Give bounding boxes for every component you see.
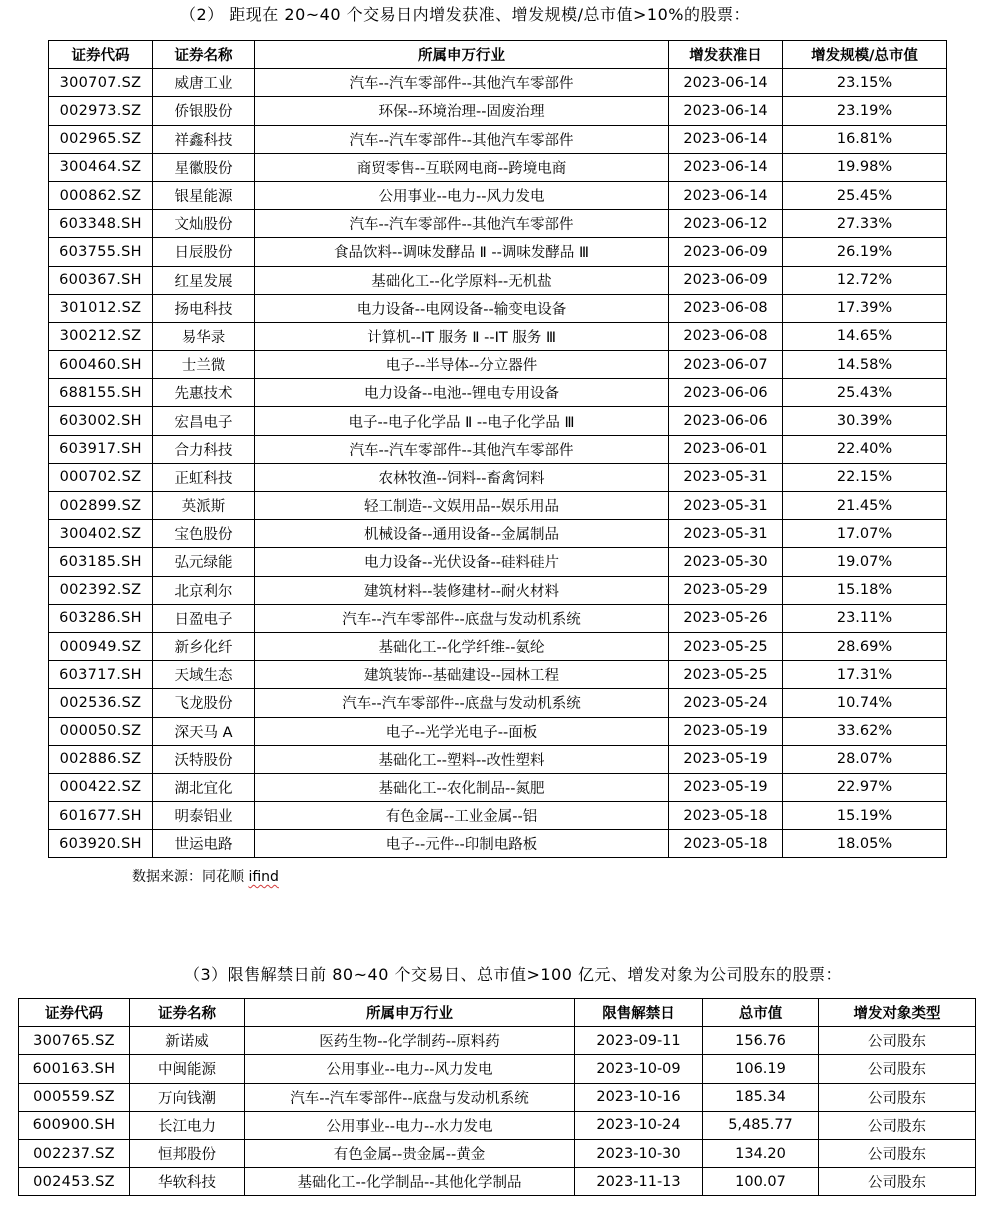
value-cell: 33.62% bbox=[783, 717, 947, 745]
industry-cell: 电力设备--光伏设备--硅料硅片 bbox=[255, 548, 669, 576]
value-cell: 14.65% bbox=[783, 322, 947, 350]
section3-heading: （3）限售解禁日前 80~40 个交易日、总市值>100 亿元、增发对象为公司股东的股票： bbox=[183, 965, 842, 984]
industry-cell: 汽车--汽车零部件--底盘与发动机系统 bbox=[255, 689, 669, 717]
value-cell: 19.07% bbox=[783, 548, 947, 576]
stock-name-cell: 长江电力 bbox=[130, 1111, 245, 1139]
source-label: 数据来源：同花顺 bbox=[132, 869, 249, 885]
value-cell: 10.74% bbox=[783, 689, 947, 717]
date-cell: 2023-06-06 bbox=[669, 407, 783, 435]
stock-name-cell: 湖北宜化 bbox=[153, 773, 255, 801]
date-cell: 2023-06-06 bbox=[669, 379, 783, 407]
section2-heading: （2） 距现在 20~40 个交易日内增发获准、增发规模/总市值>10%的股票： bbox=[180, 5, 750, 24]
value-cell: 16.81% bbox=[783, 125, 947, 153]
stock-name-cell: 恒邦股份 bbox=[130, 1139, 245, 1167]
industry-cell: 公用事业--电力--风力发电 bbox=[255, 181, 669, 209]
industry-cell: 电子--半导体--分立器件 bbox=[255, 351, 669, 379]
stock-code-cell: 603917.SH bbox=[49, 435, 153, 463]
industry-cell: 轻工制造--文娱用品--娱乐用品 bbox=[255, 492, 669, 520]
column-header: 所属申万行业 bbox=[245, 999, 575, 1027]
stock-name-cell: 日盈电子 bbox=[153, 604, 255, 632]
stock-code-cell: 603286.SH bbox=[49, 604, 153, 632]
stock-name-cell: 宏昌电子 bbox=[153, 407, 255, 435]
industry-cell: 有色金属--工业金属--铝 bbox=[255, 802, 669, 830]
stock-name-cell: 易华录 bbox=[153, 322, 255, 350]
date-cell: 2023-05-18 bbox=[669, 802, 783, 830]
date-cell: 2023-05-18 bbox=[669, 830, 783, 858]
industry-cell: 有色金属--贵金属--黄金 bbox=[245, 1139, 575, 1167]
value-cell: 12.72% bbox=[783, 266, 947, 294]
date-cell: 2023-05-19 bbox=[669, 745, 783, 773]
industry-cell: 电子--光学光电子--面板 bbox=[255, 717, 669, 745]
table-row bbox=[19, 1055, 976, 1083]
date-cell: 2023-05-29 bbox=[669, 576, 783, 604]
table-row bbox=[49, 745, 947, 773]
date-cell: 2023-06-12 bbox=[669, 210, 783, 238]
table-row bbox=[49, 407, 947, 435]
value-cell: 18.05% bbox=[783, 830, 947, 858]
value-cell: 21.45% bbox=[783, 492, 947, 520]
date-cell: 2023-06-07 bbox=[669, 351, 783, 379]
industry-cell: 汽车--汽车零部件--底盘与发动机系统 bbox=[255, 604, 669, 632]
table-row bbox=[19, 1168, 976, 1196]
table-row bbox=[49, 351, 947, 379]
date-cell: 2023-06-14 bbox=[669, 69, 783, 97]
date-cell: 2023-05-24 bbox=[669, 689, 783, 717]
stock-code-cell: 000422.SZ bbox=[49, 773, 153, 801]
stock-code-cell: 688155.SH bbox=[49, 379, 153, 407]
stock-name-cell: 侨银股份 bbox=[153, 97, 255, 125]
table-row bbox=[49, 717, 947, 745]
table-row bbox=[49, 463, 947, 491]
stock-name-cell: 红星发展 bbox=[153, 266, 255, 294]
column-header: 增发获准日 bbox=[669, 41, 783, 69]
industry-cell: 基础化工--化学原料--无机盐 bbox=[255, 266, 669, 294]
column-header: 增发规模/总市值 bbox=[783, 41, 947, 69]
stock-code-cell: 000862.SZ bbox=[49, 181, 153, 209]
table-row bbox=[49, 689, 947, 717]
industry-cell: 公用事业--电力--风力发电 bbox=[245, 1055, 575, 1083]
date-cell: 2023-05-26 bbox=[669, 604, 783, 632]
value-cell: 28.69% bbox=[783, 632, 947, 660]
value-cell: 22.40% bbox=[783, 435, 947, 463]
stock-code-cell: 002237.SZ bbox=[19, 1139, 130, 1167]
type-cell: 公司股东 bbox=[819, 1111, 976, 1139]
stock-name-cell: 日辰股份 bbox=[153, 238, 255, 266]
stock-code-cell: 002973.SZ bbox=[49, 97, 153, 125]
value-cell: 100.07 bbox=[703, 1168, 819, 1196]
table-row bbox=[49, 632, 947, 660]
table-row bbox=[49, 576, 947, 604]
column-header: 所属申万行业 bbox=[255, 41, 669, 69]
type-cell: 公司股东 bbox=[819, 1027, 976, 1055]
date-cell: 2023-05-30 bbox=[669, 548, 783, 576]
industry-cell: 基础化工--化学制品--其他化学制品 bbox=[245, 1168, 575, 1196]
column-header: 证券名称 bbox=[153, 41, 255, 69]
stock-code-cell: 300765.SZ bbox=[19, 1027, 130, 1055]
value-cell: 22.15% bbox=[783, 463, 947, 491]
value-cell: 25.43% bbox=[783, 379, 947, 407]
stock-name-cell: 新诺威 bbox=[130, 1027, 245, 1055]
stock-name-cell: 星徽股份 bbox=[153, 153, 255, 181]
table-row bbox=[49, 492, 947, 520]
date-cell: 2023-06-14 bbox=[669, 181, 783, 209]
stock-name-cell: 祥鑫科技 bbox=[153, 125, 255, 153]
table-row bbox=[49, 322, 947, 350]
table-row bbox=[49, 238, 947, 266]
date-cell: 2023-10-30 bbox=[575, 1139, 703, 1167]
value-cell: 23.19% bbox=[783, 97, 947, 125]
industry-cell: 汽车--汽车零部件--其他汽车零部件 bbox=[255, 210, 669, 238]
stock-code-cell: 603002.SH bbox=[49, 407, 153, 435]
date-cell: 2023-09-11 bbox=[575, 1027, 703, 1055]
table-header-row bbox=[19, 999, 976, 1027]
table-row bbox=[49, 802, 947, 830]
industry-cell: 电力设备--电池--锂电专用设备 bbox=[255, 379, 669, 407]
industry-cell: 基础化工--化学纤维--氨纶 bbox=[255, 632, 669, 660]
date-cell: 2023-06-09 bbox=[669, 238, 783, 266]
table-row bbox=[49, 520, 947, 548]
stock-name-cell: 飞龙股份 bbox=[153, 689, 255, 717]
stock-name-cell: 正虹科技 bbox=[153, 463, 255, 491]
stock-code-cell: 002453.SZ bbox=[19, 1168, 130, 1196]
value-cell: 17.07% bbox=[783, 520, 947, 548]
date-cell: 2023-05-31 bbox=[669, 520, 783, 548]
table-row bbox=[49, 435, 947, 463]
value-cell: 25.45% bbox=[783, 181, 947, 209]
value-cell: 5,485.77 bbox=[703, 1111, 819, 1139]
stock-code-cell: 300212.SZ bbox=[49, 322, 153, 350]
value-cell: 27.33% bbox=[783, 210, 947, 238]
stock-name-cell: 北京利尔 bbox=[153, 576, 255, 604]
date-cell: 2023-05-25 bbox=[669, 661, 783, 689]
stock-code-cell: 301012.SZ bbox=[49, 294, 153, 322]
stock-code-cell: 600367.SH bbox=[49, 266, 153, 294]
value-cell: 17.39% bbox=[783, 294, 947, 322]
value-cell: 23.11% bbox=[783, 604, 947, 632]
value-cell: 185.34 bbox=[703, 1083, 819, 1111]
date-cell: 2023-06-01 bbox=[669, 435, 783, 463]
table-row bbox=[49, 830, 947, 858]
column-header: 证券代码 bbox=[49, 41, 153, 69]
date-cell: 2023-05-25 bbox=[669, 632, 783, 660]
table-row bbox=[49, 97, 947, 125]
column-header: 限售解禁日 bbox=[575, 999, 703, 1027]
stock-code-cell: 300707.SZ bbox=[49, 69, 153, 97]
table-row bbox=[19, 1027, 976, 1055]
date-cell: 2023-05-19 bbox=[669, 717, 783, 745]
date-cell: 2023-06-14 bbox=[669, 125, 783, 153]
stock-name-cell: 万向钱潮 bbox=[130, 1083, 245, 1111]
stock-name-cell: 华软科技 bbox=[130, 1168, 245, 1196]
date-cell: 2023-05-19 bbox=[669, 773, 783, 801]
date-cell: 2023-05-31 bbox=[669, 492, 783, 520]
stock-name-cell: 银星能源 bbox=[153, 181, 255, 209]
stock-code-cell: 600900.SH bbox=[19, 1111, 130, 1139]
stock-name-cell: 先惠技术 bbox=[153, 379, 255, 407]
stock-code-cell: 002965.SZ bbox=[49, 125, 153, 153]
value-cell: 22.97% bbox=[783, 773, 947, 801]
table-row bbox=[49, 294, 947, 322]
stock-code-cell: 000702.SZ bbox=[49, 463, 153, 491]
industry-cell: 电子--电子化学品 Ⅱ --电子化学品 Ⅲ bbox=[255, 407, 669, 435]
stock-name-cell: 威唐工业 bbox=[153, 69, 255, 97]
value-cell: 30.39% bbox=[783, 407, 947, 435]
table-row bbox=[49, 181, 947, 209]
date-cell: 2023-10-16 bbox=[575, 1083, 703, 1111]
stock-code-cell: 002899.SZ bbox=[49, 492, 153, 520]
industry-cell: 环保--环境治理--固废治理 bbox=[255, 97, 669, 125]
industry-cell: 建筑装饰--基础建设--园林工程 bbox=[255, 661, 669, 689]
table-row bbox=[49, 266, 947, 294]
stock-name-cell: 新乡化纤 bbox=[153, 632, 255, 660]
stock-code-cell: 000050.SZ bbox=[49, 717, 153, 745]
table-row bbox=[49, 379, 947, 407]
table-row bbox=[49, 153, 947, 181]
table-row bbox=[19, 1083, 976, 1111]
value-cell: 106.19 bbox=[703, 1055, 819, 1083]
stock-code-cell: 300402.SZ bbox=[49, 520, 153, 548]
stock-code-cell: 000559.SZ bbox=[19, 1083, 130, 1111]
date-cell: 2023-06-14 bbox=[669, 97, 783, 125]
stock-name-cell: 世运电路 bbox=[153, 830, 255, 858]
table-row bbox=[49, 604, 947, 632]
industry-cell: 汽车--汽车零部件--底盘与发动机系统 bbox=[245, 1083, 575, 1111]
industry-cell: 公用事业--电力--水力发电 bbox=[245, 1111, 575, 1139]
stock-name-cell: 明泰铝业 bbox=[153, 802, 255, 830]
stock-name-cell: 沃特股份 bbox=[153, 745, 255, 773]
industry-cell: 汽车--汽车零部件--其他汽车零部件 bbox=[255, 435, 669, 463]
table-row bbox=[49, 773, 947, 801]
table-header-row bbox=[49, 41, 947, 69]
table-row bbox=[49, 548, 947, 576]
stock-code-cell: 603717.SH bbox=[49, 661, 153, 689]
industry-cell: 食品饮料--调味发酵品 Ⅱ --调味发酵品 Ⅲ bbox=[255, 238, 669, 266]
stock-code-cell: 603348.SH bbox=[49, 210, 153, 238]
industry-cell: 基础化工--塑料--改性塑料 bbox=[255, 745, 669, 773]
industry-cell: 汽车--汽车零部件--其他汽车零部件 bbox=[255, 69, 669, 97]
date-cell: 2023-10-24 bbox=[575, 1111, 703, 1139]
stock-code-cell: 000949.SZ bbox=[49, 632, 153, 660]
table-row bbox=[19, 1139, 976, 1167]
value-cell: 19.98% bbox=[783, 153, 947, 181]
stock-code-cell: 601677.SH bbox=[49, 802, 153, 830]
date-cell: 2023-10-09 bbox=[575, 1055, 703, 1083]
stock-name-cell: 扬电科技 bbox=[153, 294, 255, 322]
lockup-expiry-table bbox=[18, 998, 976, 1196]
stock-name-cell: 士兰微 bbox=[153, 351, 255, 379]
table-row bbox=[49, 661, 947, 689]
value-cell: 17.31% bbox=[783, 661, 947, 689]
industry-cell: 机械设备--通用设备--金属制品 bbox=[255, 520, 669, 548]
stock-code-cell: 600163.SH bbox=[19, 1055, 130, 1083]
type-cell: 公司股东 bbox=[819, 1083, 976, 1111]
source-name: ifind bbox=[248, 869, 279, 885]
column-header: 证券名称 bbox=[130, 999, 245, 1027]
value-cell: 156.76 bbox=[703, 1027, 819, 1055]
stock-name-cell: 宝色股份 bbox=[153, 520, 255, 548]
type-cell: 公司股东 bbox=[819, 1139, 976, 1167]
stock-code-cell: 002392.SZ bbox=[49, 576, 153, 604]
industry-cell: 计算机--IT 服务 Ⅱ --IT 服务 Ⅲ bbox=[255, 322, 669, 350]
date-cell: 2023-05-31 bbox=[669, 463, 783, 491]
stock-name-cell: 深天马 A bbox=[153, 717, 255, 745]
value-cell: 26.19% bbox=[783, 238, 947, 266]
stock-name-cell: 文灿股份 bbox=[153, 210, 255, 238]
table-row bbox=[19, 1111, 976, 1139]
industry-cell: 基础化工--农化制品--氮肥 bbox=[255, 773, 669, 801]
stock-name-cell: 合力科技 bbox=[153, 435, 255, 463]
value-cell: 14.58% bbox=[783, 351, 947, 379]
value-cell: 28.07% bbox=[783, 745, 947, 773]
industry-cell: 医药生物--化学制药--原料药 bbox=[245, 1027, 575, 1055]
table-row bbox=[49, 210, 947, 238]
industry-cell: 电力设备--电网设备--输变电设备 bbox=[255, 294, 669, 322]
table-row bbox=[49, 125, 947, 153]
approved-placement-table bbox=[48, 40, 947, 858]
stock-code-cell: 300464.SZ bbox=[49, 153, 153, 181]
type-cell: 公司股东 bbox=[819, 1168, 976, 1196]
stock-code-cell: 603755.SH bbox=[49, 238, 153, 266]
date-cell: 2023-06-09 bbox=[669, 266, 783, 294]
industry-cell: 商贸零售--互联网电商--跨境电商 bbox=[255, 153, 669, 181]
column-header: 证券代码 bbox=[19, 999, 130, 1027]
stock-name-cell: 英派斯 bbox=[153, 492, 255, 520]
column-header: 增发对象类型 bbox=[819, 999, 976, 1027]
type-cell: 公司股东 bbox=[819, 1055, 976, 1083]
column-header: 总市值 bbox=[703, 999, 819, 1027]
stock-code-cell: 603185.SH bbox=[49, 548, 153, 576]
value-cell: 134.20 bbox=[703, 1139, 819, 1167]
industry-cell: 电子--元件--印制电路板 bbox=[255, 830, 669, 858]
stock-code-cell: 002536.SZ bbox=[49, 689, 153, 717]
value-cell: 15.19% bbox=[783, 802, 947, 830]
stock-name-cell: 中闽能源 bbox=[130, 1055, 245, 1083]
table-row bbox=[49, 69, 947, 97]
stock-code-cell: 600460.SH bbox=[49, 351, 153, 379]
data-source-note bbox=[132, 866, 279, 886]
stock-name-cell: 天域生态 bbox=[153, 661, 255, 689]
date-cell: 2023-06-08 bbox=[669, 294, 783, 322]
stock-name-cell: 弘元绿能 bbox=[153, 548, 255, 576]
date-cell: 2023-06-08 bbox=[669, 322, 783, 350]
stock-code-cell: 603920.SH bbox=[49, 830, 153, 858]
date-cell: 2023-11-13 bbox=[575, 1168, 703, 1196]
date-cell: 2023-06-14 bbox=[669, 153, 783, 181]
industry-cell: 农林牧渔--饲料--畜禽饲料 bbox=[255, 463, 669, 491]
value-cell: 15.18% bbox=[783, 576, 947, 604]
value-cell: 23.15% bbox=[783, 69, 947, 97]
industry-cell: 汽车--汽车零部件--其他汽车零部件 bbox=[255, 125, 669, 153]
industry-cell: 建筑材料--装修建材--耐火材料 bbox=[255, 576, 669, 604]
stock-code-cell: 002886.SZ bbox=[49, 745, 153, 773]
